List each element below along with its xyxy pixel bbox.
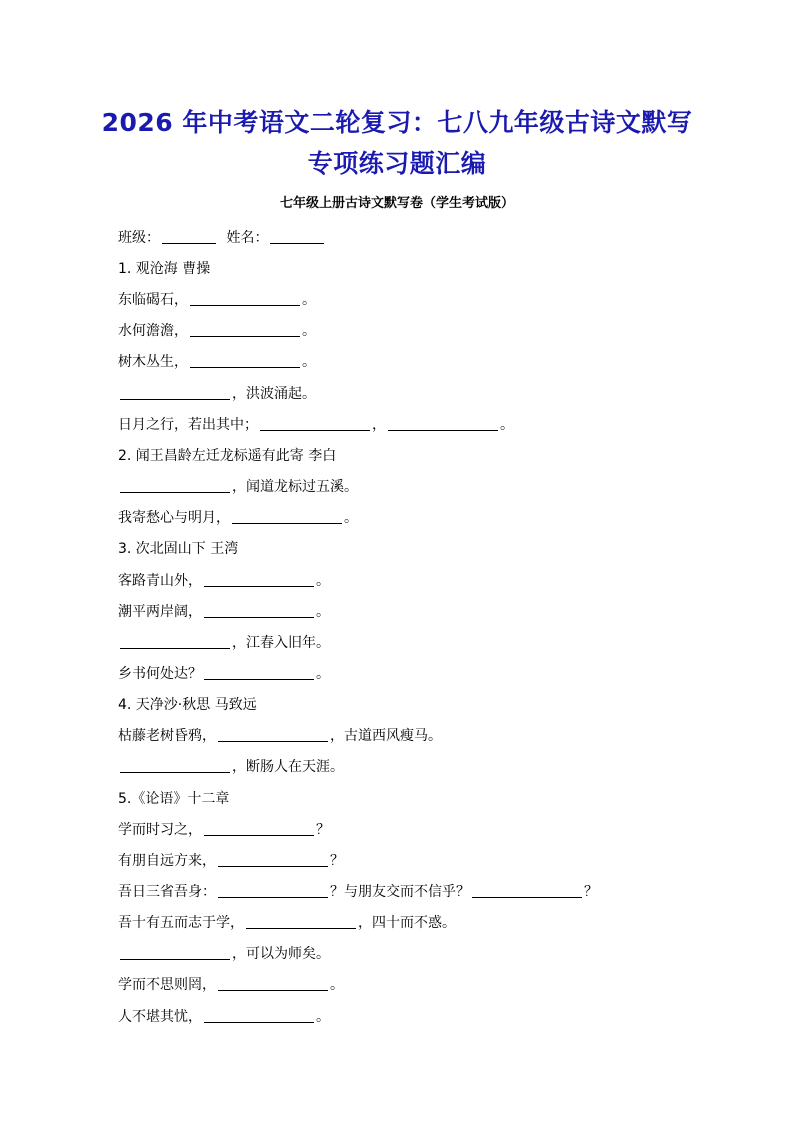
line-text: ，断肠人在天涯。 — [232, 759, 344, 775]
line-text: ，江春入旧年。 — [232, 635, 330, 651]
fill-blank-line — [118, 290, 316, 310]
fill-blank-line — [118, 352, 316, 372]
answer-blank[interactable] — [204, 1008, 314, 1023]
line-text: ？ — [316, 822, 330, 838]
answer-blank[interactable] — [204, 821, 314, 836]
answer-blank[interactable] — [472, 883, 582, 898]
line-text: ？ — [330, 853, 344, 869]
line-text: 枯藤老树昏鸦， — [118, 728, 216, 744]
answer-blank[interactable] — [190, 353, 300, 368]
line-text: 树木丛生， — [118, 354, 188, 370]
fill-blank-line — [118, 913, 456, 933]
answer-blank[interactable] — [204, 603, 314, 618]
answer-blank[interactable] — [190, 322, 300, 337]
answer-blank[interactable] — [190, 291, 300, 306]
fill-blank-line — [118, 415, 514, 435]
answer-blank[interactable] — [218, 727, 328, 742]
line-text: 我寄愁心与明月， — [118, 510, 230, 526]
class-blank[interactable] — [162, 229, 216, 244]
fill-blank-line — [118, 1007, 330, 1027]
fill-blank-line — [118, 975, 344, 995]
line-text: 日月之行，若出其中； — [118, 417, 258, 433]
fill-blank-line — [118, 384, 316, 404]
line-text: ，可以为师矣。 — [232, 946, 330, 962]
document-subtitle: 七年级上册古诗文默写卷（学生考试版） — [279, 196, 514, 211]
answer-blank[interactable] — [246, 914, 356, 929]
poem-heading — [118, 259, 210, 279]
class-label: 班级： — [118, 230, 160, 246]
answer-blank[interactable] — [204, 665, 314, 680]
document-title-line-1: 2026 年中考语文二轮复习：七八九年级古诗文默写 — [101, 108, 693, 137]
line-text: 。 — [316, 573, 330, 589]
answer-blank[interactable] — [388, 416, 498, 431]
fill-blank-line — [118, 602, 330, 622]
answer-blank[interactable] — [204, 572, 314, 587]
fill-blank-line — [118, 820, 330, 840]
line-text: 东临碣石， — [118, 292, 188, 308]
line-text: 1. 观沧海 曹操 — [118, 261, 211, 277]
answer-blank[interactable] — [120, 634, 230, 649]
fill-blank-line — [118, 571, 330, 591]
line-text: 。 — [344, 510, 358, 526]
document-title-line-2: 专项练习题汇编 — [307, 149, 487, 178]
line-text: ，洪波涌起。 — [232, 386, 316, 402]
answer-blank[interactable] — [232, 509, 342, 524]
answer-blank[interactable] — [218, 976, 328, 991]
fill-blank-line — [118, 633, 330, 653]
answer-blank[interactable] — [218, 852, 328, 867]
line-text: 吾十有五而志于学， — [118, 915, 244, 931]
line-text: 有朋自远方来， — [118, 853, 216, 869]
line-text: 。 — [316, 1009, 330, 1025]
answer-blank[interactable] — [120, 385, 230, 400]
line-text: ，四十而不惑。 — [358, 915, 456, 931]
line-text: 。 — [330, 977, 344, 993]
line-text: 。 — [302, 292, 316, 308]
line-text: ， — [372, 417, 386, 433]
line-text: ，闻道龙标过五溪。 — [232, 479, 358, 495]
line-text: 。 — [316, 666, 330, 682]
line-text: 吾日三省吾身： — [118, 884, 216, 900]
poem-heading — [118, 446, 336, 466]
line-text: 人不堪其忧， — [118, 1009, 202, 1025]
poem-heading — [118, 539, 238, 559]
line-text: 4. 天净沙·秋思 马致远 — [118, 697, 257, 713]
answer-blank[interactable] — [120, 478, 230, 493]
line-text: 水何澹澹， — [118, 323, 188, 339]
poem-heading — [118, 695, 257, 715]
line-text: 。 — [302, 323, 316, 339]
line-text: ？ — [584, 884, 598, 900]
answer-blank[interactable] — [218, 883, 328, 898]
answer-blank[interactable] — [120, 758, 230, 773]
answer-blank[interactable] — [120, 945, 230, 960]
line-text: 乡书何处达？ — [118, 666, 202, 682]
student-info-row — [118, 228, 326, 248]
fill-blank-line — [118, 851, 344, 871]
fill-blank-line — [118, 664, 330, 684]
line-text: 5.《论语》十二章 — [118, 791, 230, 807]
line-text: 3. 次北固山下 王湾 — [118, 541, 239, 557]
line-text: 学而不思则罔， — [118, 977, 216, 993]
name-blank[interactable] — [270, 229, 324, 244]
line-text: 。 — [302, 354, 316, 370]
line-text: 2. 闻王昌龄左迁龙标遥有此寄 李白 — [118, 448, 337, 464]
line-text: 客路青山外， — [118, 573, 202, 589]
fill-blank-line — [118, 508, 358, 528]
fill-blank-line — [118, 944, 330, 964]
line-text: 。 — [500, 417, 514, 433]
line-text: 。 — [316, 604, 330, 620]
line-text: 学而时习之， — [118, 822, 202, 838]
fill-blank-line — [118, 882, 598, 902]
name-label: 姓名： — [226, 230, 269, 246]
line-text: ，古道西风瘦马。 — [330, 728, 442, 744]
fill-blank-line — [118, 726, 442, 746]
fill-blank-line — [118, 477, 358, 497]
line-text: ？与朋友交而不信乎？ — [330, 884, 470, 900]
fill-blank-line — [118, 757, 344, 777]
poem-heading — [118, 789, 229, 809]
fill-blank-line — [118, 321, 316, 341]
line-text: 潮平两岸阔， — [118, 604, 202, 620]
answer-blank[interactable] — [260, 416, 370, 431]
